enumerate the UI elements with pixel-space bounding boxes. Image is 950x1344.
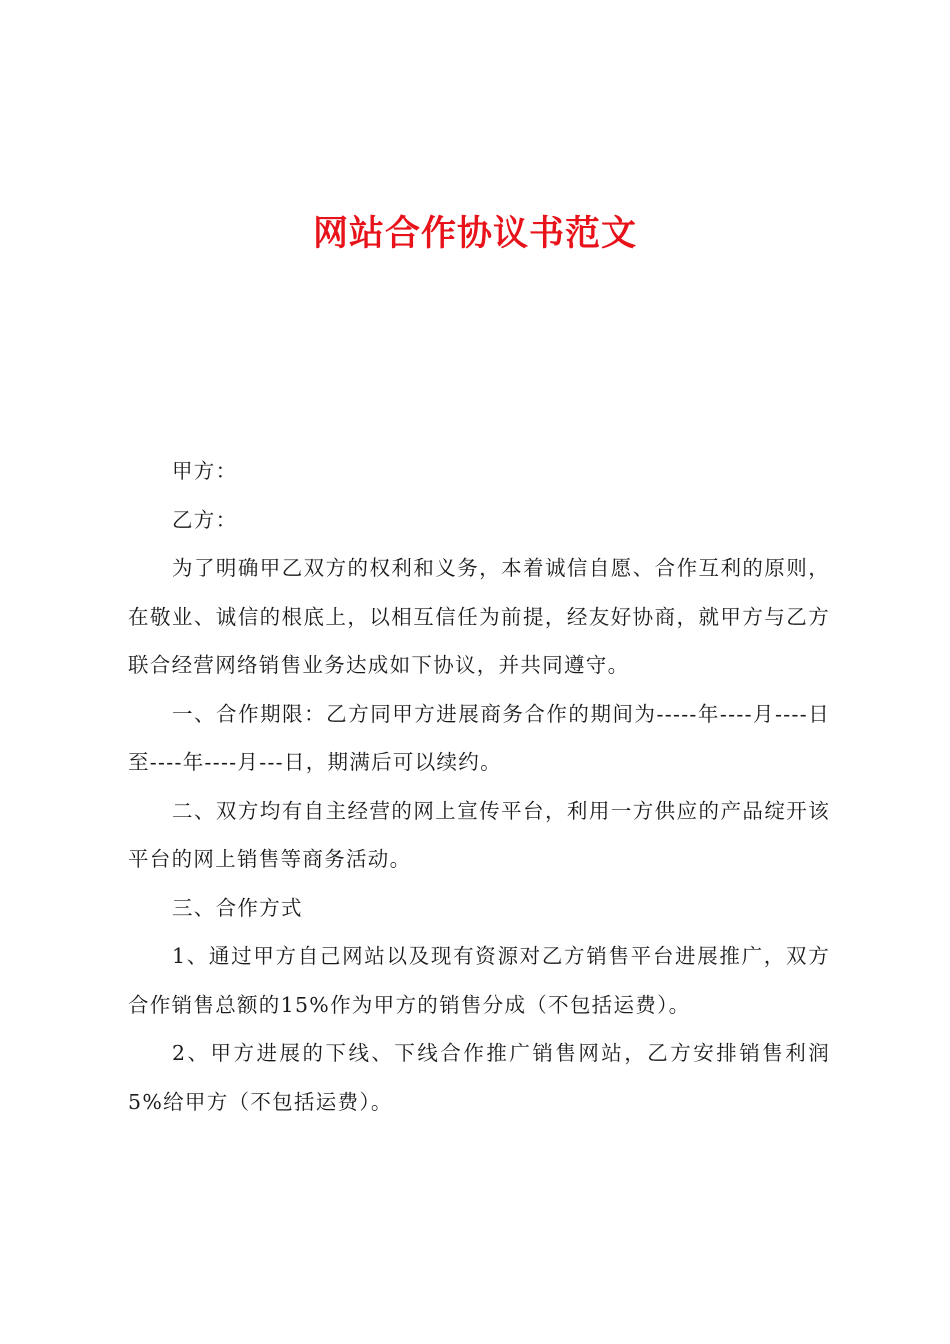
party-b-line: 乙方：: [172, 507, 238, 532]
document-title: 网站合作协议书范文: [312, 214, 637, 254]
party-a-line: 甲方：: [172, 459, 238, 483]
preamble-paragraph: 为了明确甲乙双方的权利和义务，本着诚信自愿、合作互利的原则，在敬业、诚信的根底上，以相互信任为前提，经友好协商，就甲方与乙方联合经营网络销售业务达成如下协议，并共同遵守。: [128, 556, 830, 677]
method-item-1: 1、通过甲方自己网站以及现有资源对乙方销售平台进展推广，双方合作销售总额的15%作为甲方的销售分成（不包括运费）。: [128, 944, 830, 1017]
clause-term-paragraph: 一、合作期限：乙方同甲方进展商务合作的期间为-----年----月----日至----年----月---日，期满后可以续约。: [128, 701, 830, 774]
method-item-2: 2、甲方进展的下线、下线合作推广销售网站，乙方安排销售利润5%给甲方（不包括运费）。: [128, 1041, 830, 1114]
document-body: [128, 447, 830, 1126]
clause-platform-paragraph: 二、双方均有自主经营的网上宣传平台，利用一方供应的产品绽开该平台的网上销售等商务活动。: [128, 798, 830, 871]
clause-method-heading: 三、合作方式: [172, 895, 303, 920]
